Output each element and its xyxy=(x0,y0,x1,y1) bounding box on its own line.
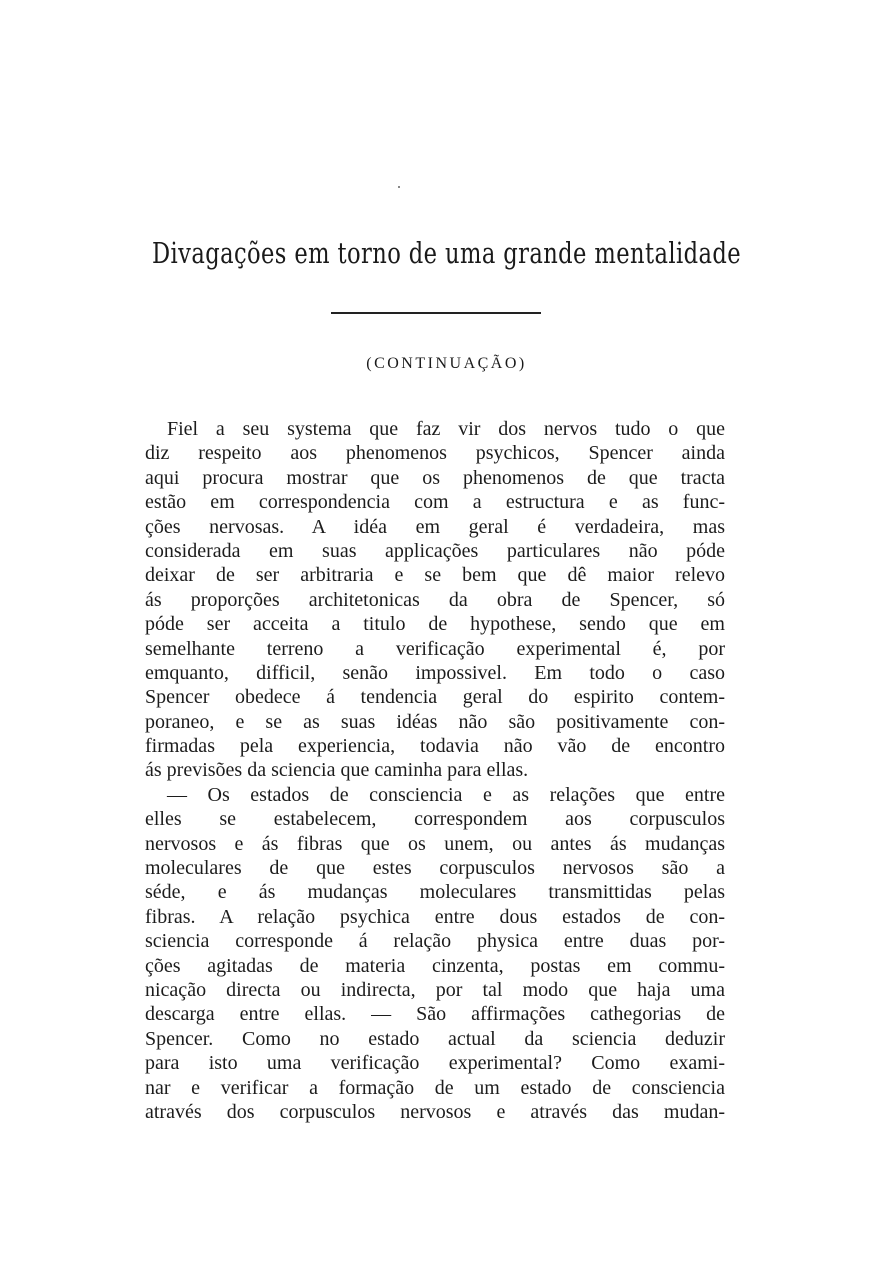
text-line: aqui procura mostrar que os phenomenos de que tracta xyxy=(145,466,725,489)
text-line: estão em correspondencia com a estructura e as func- xyxy=(145,491,725,514)
text-line: Spencer. Como no estado actual da sciencia deduzir xyxy=(145,1027,725,1050)
text-line: fibras. A relação psychica entre dous estados de con- xyxy=(145,905,725,928)
text-line: nicação directa ou indirecta, por tal modo que haja uma xyxy=(145,978,725,1001)
chapter-title: Divagações em torno de uma grande mentalidade xyxy=(152,236,741,270)
text-line: ções agitadas de materia cinzenta, postas em commu- xyxy=(145,954,725,977)
text-line: diz respeito aos phenomenos psychicos, Spencer ainda xyxy=(145,442,725,465)
text-line: Fiel a seu systema que faz vir dos nervos tudo o que xyxy=(167,418,725,440)
text-line: ás proporções architetonicas da obra de Spencer, só xyxy=(145,588,725,611)
text-line: semelhante terreno a verificação experimental é, por xyxy=(145,637,725,660)
text-line: ás previsões da sciencia que caminha para ellas. xyxy=(145,759,529,782)
text-line: — Os estados de consciencia e as relações que entre xyxy=(167,783,725,806)
text-line: moleculares de que estes corpusculos nervosos são a xyxy=(145,857,725,880)
text-line: emquanto, difficil, senão impossivel. Em todo o caso xyxy=(145,661,725,684)
text-line: séde, e ás mudanças moleculares transmittidas pelas xyxy=(145,881,725,904)
print-speck xyxy=(398,186,400,188)
text-line: poraneo, e se as suas idéas não são positivamente con- xyxy=(145,710,725,733)
text-line: ções nervosas. A idéa em geral é verdadeira, mas xyxy=(145,515,725,538)
text-line: póde ser acceita a titulo de hypothese, sendo que em xyxy=(145,613,725,636)
text-line: Spencer obedece á tendencia geral do espirito contem- xyxy=(145,686,725,709)
text-line: considerada em suas applicações particulares não póde xyxy=(145,539,725,562)
text-line: nervosos e ás fibras que os unem, ou antes ás mudanças xyxy=(145,832,725,855)
title-divider xyxy=(331,312,541,314)
continuation-label: (CONTINUAÇÃO) xyxy=(366,355,527,372)
text-line: para isto uma verificação experimental? Como exami- xyxy=(145,1052,725,1075)
text-line: deixar de ser arbitraria e se bem que dê maior relevo xyxy=(145,564,725,587)
body-text xyxy=(145,417,725,1124)
text-line: elles se estabelecem, correspondem aos corpusculos xyxy=(145,808,725,831)
text-line: através dos corpusculos nervosos e através das mudan- xyxy=(145,1100,725,1123)
text-line: firmadas pela experiencia, todavia não vão de encontro xyxy=(145,735,725,758)
text-line: nar e verificar a formação de um estado de consciencia xyxy=(145,1076,725,1099)
text-line: sciencia corresponde á relação physica entre duas por- xyxy=(145,930,725,953)
text-line: descarga entre ellas. — São affirmações cathegorias de xyxy=(145,1003,725,1026)
